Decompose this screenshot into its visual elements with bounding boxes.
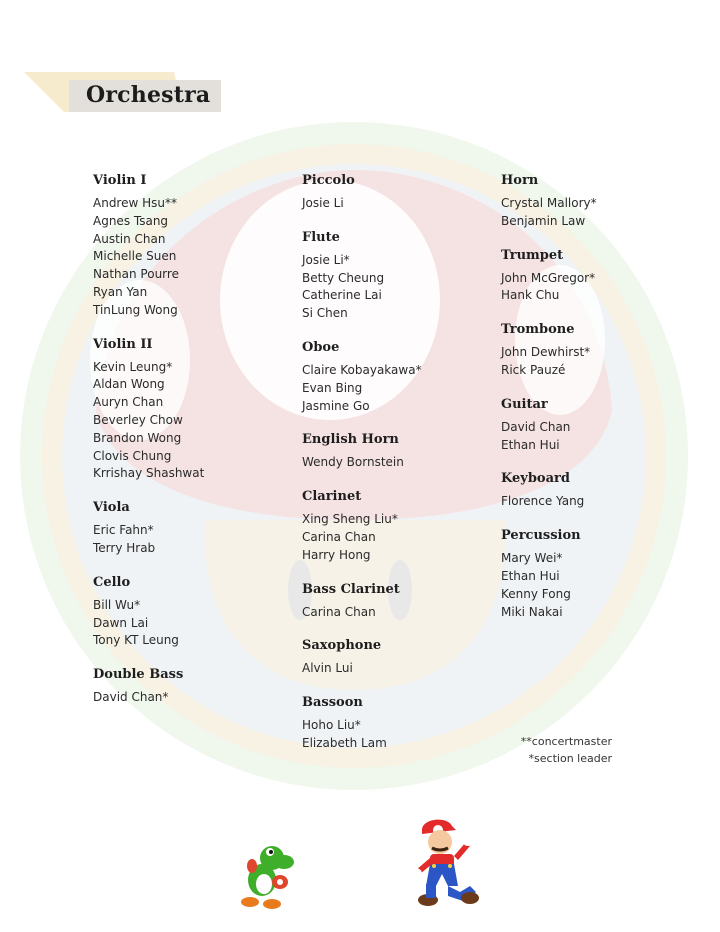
member-name: Andrew Hsu** <box>93 196 177 210</box>
member-name: Ethan Hui <box>501 437 560 452</box>
member-name: Benjamin Law <box>501 213 586 228</box>
section-violin-2 <box>93 336 283 484</box>
section-english-horn <box>302 431 492 472</box>
member-name: Ryan Yan <box>93 284 148 299</box>
member-name: Betty Cheung <box>302 270 385 285</box>
section-trombone <box>501 321 691 380</box>
section-heading: Piccolo <box>302 173 355 188</box>
section-heading: English Horn <box>302 432 399 448</box>
member-name: Kevin Leung* <box>93 359 173 374</box>
section-flute <box>302 229 492 323</box>
section-leader-note: *section leader <box>528 752 612 765</box>
member-name: Harry Hong <box>302 547 371 562</box>
section-heading: Saxophone <box>302 638 382 654</box>
section-heading: Trumpet <box>501 247 564 263</box>
member-name: John McGregor* <box>501 270 596 285</box>
section-clarinet <box>302 488 492 564</box>
section-oboe <box>302 339 492 415</box>
section-heading: Double Bass <box>93 667 184 683</box>
member-name: Jasmine Go <box>302 398 370 413</box>
section-bassoon <box>302 694 492 753</box>
section-heading: Horn <box>501 173 539 188</box>
section-heading: Viola <box>93 500 130 516</box>
member-name: Alvin Lui <box>302 661 353 676</box>
section-guitar <box>501 396 691 455</box>
member-name: Bill Wu* <box>93 597 141 612</box>
member-name: Carina Chan <box>302 604 376 619</box>
member-name: Agnes Tsang <box>93 213 169 228</box>
member-name: Carina Chan <box>302 529 376 544</box>
roster-legend <box>500 733 612 767</box>
member-name: Rick Pauzé <box>501 362 566 377</box>
section-heading: Percussion <box>501 528 581 544</box>
member-name: Aldan Wong <box>93 377 165 392</box>
section-heading: Keyboard <box>501 471 570 487</box>
member-name: Crystal Mallory* <box>501 196 597 210</box>
member-name: Elizabeth Lam <box>302 735 387 750</box>
member-name: Catherine Lai <box>302 288 382 303</box>
section-heading: Oboe <box>302 339 340 355</box>
member-name: Krrishay Shashwat <box>93 466 205 481</box>
section-percussion <box>501 527 691 621</box>
section-piccolo <box>302 172 492 213</box>
member-name: Hank Chu <box>501 288 560 303</box>
member-name: Clovis Chung <box>93 448 172 463</box>
member-name: Ethan Hui <box>501 568 560 583</box>
section-heading: Bass Clarinet <box>302 581 400 597</box>
section-heading: Violin I <box>93 173 147 188</box>
page-title-banner <box>24 72 224 116</box>
section-heading: Flute <box>302 229 340 245</box>
section-double-bass <box>93 666 283 707</box>
section-saxophone <box>302 637 492 678</box>
member-name: Hoho Liu* <box>302 718 361 733</box>
member-name: Michelle Suen <box>93 249 177 264</box>
member-name: Miki Nakai <box>501 604 563 619</box>
member-name: Dawn Lai <box>93 615 149 630</box>
member-name: Brandon Wong <box>93 430 182 445</box>
section-heading: Bassoon <box>302 695 363 711</box>
member-name: Evan Bing <box>302 380 363 395</box>
section-heading: Guitar <box>501 396 548 412</box>
page-title: Orchestra <box>86 82 211 108</box>
section-heading: Trombone <box>501 322 575 338</box>
section-viola <box>93 499 283 558</box>
member-name: David Chan <box>501 419 571 434</box>
member-name: Florence Yang <box>501 494 585 509</box>
member-name: Josie Li <box>302 196 344 210</box>
member-name: Wendy Bornstein <box>302 455 404 470</box>
member-name: Tony KT Leung <box>93 633 179 648</box>
member-name: Eric Fahn* <box>93 523 154 538</box>
roster-column-brass-percussion <box>501 172 691 637</box>
roster-column-woodwinds <box>302 172 492 769</box>
mario-icon <box>404 812 488 910</box>
yoshi-icon <box>232 838 296 910</box>
section-heading: Clarinet <box>302 489 362 505</box>
section-keyboard <box>501 470 691 511</box>
section-cello <box>93 574 283 650</box>
member-name: Xing Sheng Liu* <box>302 512 398 527</box>
section-violin-1 <box>93 172 283 320</box>
member-name: John Dewhirst* <box>501 345 591 360</box>
roster-column-strings <box>93 172 283 723</box>
member-name: Beverley Chow <box>93 412 183 427</box>
member-name: David Chan* <box>93 690 169 705</box>
member-name: Mary Wei* <box>501 551 563 566</box>
section-horn <box>501 172 691 231</box>
member-name: Terry Hrab <box>93 540 156 555</box>
member-name: TinLung Wong <box>93 302 178 317</box>
section-trumpet <box>501 247 691 306</box>
concertmaster-note: **concertmaster <box>520 735 612 748</box>
section-bass-clarinet <box>302 581 492 622</box>
member-name: Austin Chan <box>93 231 166 246</box>
member-name: Josie Li* <box>302 252 350 267</box>
member-name: Nathan Pourre <box>93 267 179 282</box>
member-name: Auryn Chan <box>93 395 164 410</box>
member-name: Kenny Fong <box>501 586 571 601</box>
section-heading: Violin II <box>93 336 153 352</box>
member-name: Si Chen <box>302 306 348 321</box>
member-name: Claire Kobayakawa* <box>302 362 422 377</box>
section-heading: Cello <box>93 574 131 590</box>
